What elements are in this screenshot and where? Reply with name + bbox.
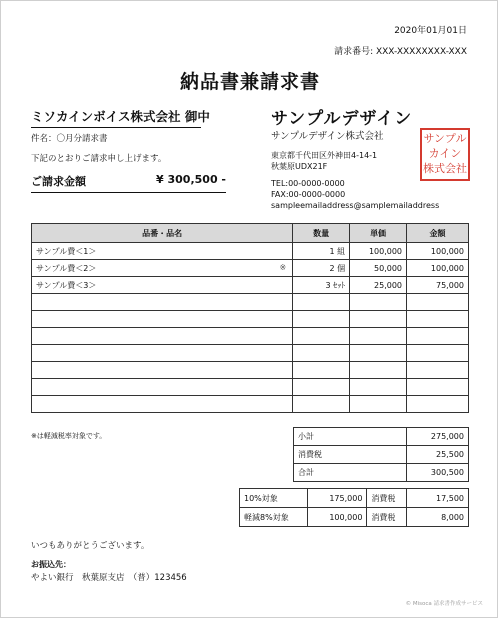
total-label: 合計 <box>294 464 407 482</box>
item-name <box>32 396 293 413</box>
item-name <box>32 294 293 311</box>
reduced-rate-note: ※は軽減税率対象です。 <box>31 432 107 440</box>
item-amount <box>407 396 469 413</box>
item-unit-price <box>350 379 407 396</box>
tax-label: 消費税 <box>294 446 407 464</box>
bank-label: お振込先： <box>31 560 71 569</box>
total-value: 300,500 <box>407 464 469 482</box>
issuer-address-line2: 秋葉原UDX21F <box>271 162 328 171</box>
subject: 件名：〇月分請求書 <box>31 134 108 144</box>
header-item-name: 品番・品名 <box>32 224 293 243</box>
table-row <box>32 362 469 379</box>
item-amount <box>407 379 469 396</box>
subtotal-value: 275,000 <box>407 428 469 446</box>
tax-category-tax-label: 消費税 <box>367 508 407 527</box>
header-amount: 金額 <box>407 224 469 243</box>
issuer-email: sampleemailaddress@samplemailaddress <box>271 201 440 210</box>
table-row <box>32 277 469 294</box>
item-quantity <box>293 328 350 345</box>
header-quantity: 数量 <box>293 224 350 243</box>
item-name <box>32 277 293 294</box>
item-name <box>32 345 293 362</box>
item-name <box>32 243 293 260</box>
item-amount: 75,000 <box>407 277 469 294</box>
item-amount <box>407 345 469 362</box>
header-unit-price: 単価 <box>350 224 407 243</box>
item-amount: 100,000 <box>407 260 469 277</box>
tax-category-label: 10%対象 <box>240 489 308 508</box>
item-name <box>32 362 293 379</box>
item-quantity <box>293 345 350 362</box>
item-amount <box>407 311 469 328</box>
billing-total-label: ご請求金額 <box>31 175 86 188</box>
tax-row <box>294 446 469 464</box>
table-row <box>32 396 469 413</box>
seal-line: サンプル <box>423 132 467 145</box>
subtotal-label: 小計 <box>294 428 407 446</box>
company-seal-stamp <box>420 128 470 181</box>
subtotal-row <box>294 428 469 446</box>
tax-category-label: 軽減8%対象 <box>240 508 308 527</box>
summary-table <box>293 427 469 482</box>
items-table <box>31 223 469 413</box>
item-amount <box>407 362 469 379</box>
item-unit-price: 50,000 <box>350 260 407 277</box>
item-quantity: 3 ｾｯﾄ <box>293 277 350 294</box>
item-quantity: 2 個 <box>293 260 350 277</box>
item-unit-price <box>350 345 407 362</box>
issuer-tel: TEL:00-0000-0000 <box>271 179 345 188</box>
tax-category-base: 100,000 <box>307 508 367 527</box>
item-unit-price <box>350 311 407 328</box>
item-name-text: サンプル費＜1＞ <box>36 246 97 256</box>
table-row <box>32 311 469 328</box>
item-amount <box>407 294 469 311</box>
item-name-text: サンプル費＜2＞ <box>36 263 97 273</box>
item-name <box>32 328 293 345</box>
item-unit-price <box>350 362 407 379</box>
tax-breakdown-row <box>240 489 469 508</box>
tax-value: 25,500 <box>407 446 469 464</box>
billing-total <box>31 173 226 193</box>
tax-category-tax: 8,000 <box>407 508 469 527</box>
item-amount <box>407 328 469 345</box>
item-quantity <box>293 311 350 328</box>
company-logo: サンプルデザイン <box>271 109 413 129</box>
item-unit-price <box>350 328 407 345</box>
item-quantity <box>293 379 350 396</box>
item-unit-price: 100,000 <box>350 243 407 260</box>
bank-info: やよい銀行 秋葉原支店 （普）123456 <box>31 573 187 583</box>
table-row <box>32 379 469 396</box>
item-amount: 100,000 <box>407 243 469 260</box>
item-quantity: 1 組 <box>293 243 350 260</box>
seal-line: 株式会社 <box>423 162 467 175</box>
billing-total-amount: ¥ 300,500 - <box>156 173 226 186</box>
tax-breakdown-table <box>239 488 469 527</box>
item-quantity <box>293 294 350 311</box>
table-row <box>32 260 469 277</box>
seal-line: カイン <box>428 147 462 160</box>
item-quantity <box>293 362 350 379</box>
table-row <box>32 243 469 260</box>
item-name <box>32 260 293 277</box>
items-header-row <box>32 224 469 243</box>
item-name-text: サンプル費＜3＞ <box>36 280 97 290</box>
table-row <box>32 294 469 311</box>
table-row <box>32 345 469 362</box>
tax-category-tax-label: 消費税 <box>367 489 407 508</box>
item-name <box>32 311 293 328</box>
item-name <box>32 379 293 396</box>
issuer-fax: FAX:00-0000-0000 <box>271 190 346 199</box>
issue-date: 2020年01月01日 <box>394 26 467 36</box>
thanks-message: いつもありがとうございます。 <box>31 541 150 551</box>
invoice-number: 請求番号: XXX-XXXXXXXX-XXX <box>334 47 467 57</box>
tax-category-base: 175,000 <box>307 489 367 508</box>
item-unit-price <box>350 294 407 311</box>
tax-category-tax: 17,500 <box>407 489 469 508</box>
issuer-address-line1: 東京都千代田区外神田4-14-1 <box>271 151 378 160</box>
item-unit-price: 25,000 <box>350 277 407 294</box>
document-title: 納品書兼請求書 <box>179 71 320 93</box>
billing-note: 下記のとおりご請求申し上げます。 <box>31 154 167 164</box>
item-unit-price <box>350 396 407 413</box>
service-watermark: © Misoca 請求書作成サービス <box>405 601 483 607</box>
tax-breakdown-row <box>240 508 469 527</box>
item-quantity <box>293 396 350 413</box>
reduced-rate-mark: ※ <box>279 262 287 272</box>
client-name: ミソカインボイス株式会社 御中 <box>31 107 201 128</box>
issuer-company: サンプルデザイン株式会社 <box>271 131 384 142</box>
table-row <box>32 328 469 345</box>
total-row <box>294 464 469 482</box>
